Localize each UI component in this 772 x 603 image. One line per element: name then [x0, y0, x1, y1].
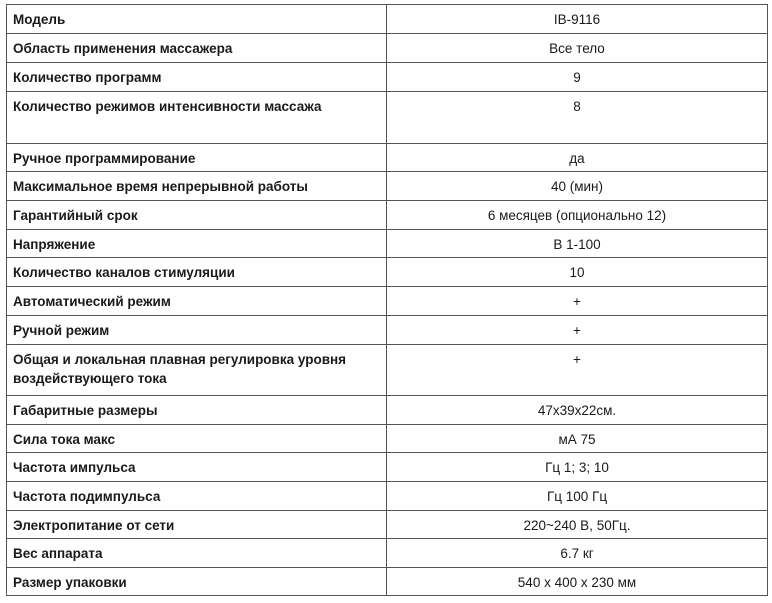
table-row — [7, 425, 768, 453]
spec-value: 40 (мин) — [387, 172, 768, 201]
spec-value: IB-9116 — [387, 5, 768, 34]
table-row — [7, 201, 768, 230]
spec-label: Частота подимпульса — [7, 482, 387, 511]
table-row — [7, 34, 768, 63]
table-row — [7, 287, 768, 316]
spec-value: + — [387, 345, 768, 396]
spec-label: Автоматический режим — [7, 287, 387, 316]
spec-label: Максимальное время непрерывной работы — [7, 172, 387, 201]
spec-label: Ручной режим — [7, 316, 387, 345]
spec-value: Все тело — [387, 34, 768, 63]
spec-value: 220~240 В, 50Гц. — [387, 511, 768, 539]
table-row — [7, 258, 768, 287]
spec-value: Гц 1; 3; 10 — [387, 453, 768, 482]
spec-value: В 1-100 — [387, 230, 768, 258]
table-row — [7, 482, 768, 511]
spec-value: Гц 100 Гц — [387, 482, 768, 511]
spec-value: 10 — [387, 258, 768, 287]
table-row — [7, 230, 768, 258]
table-row — [7, 144, 768, 172]
spec-value: + — [387, 287, 768, 316]
table-row — [7, 345, 768, 396]
spec-label: Гарантийный срок — [7, 201, 387, 230]
spec-label: Количество режимов интенсивности массажа — [7, 92, 387, 144]
spec-value: 6.7 кг — [387, 539, 768, 568]
spec-value: 47x39x22см. — [387, 396, 768, 425]
specifications-table — [6, 4, 768, 596]
spec-value: да — [387, 144, 768, 172]
table-row — [7, 539, 768, 568]
spec-value: 8 — [387, 92, 768, 144]
spec-label: Ручное программирование — [7, 144, 387, 172]
spec-label: Модель — [7, 5, 387, 34]
spec-label: Габаритные размеры — [7, 396, 387, 425]
spec-label: Вес аппарата — [7, 539, 387, 568]
spec-label: Количество каналов стимуляции — [7, 258, 387, 287]
spec-label: Общая и локальная плавная регулировка уровня воздействующего тока — [7, 345, 387, 396]
spec-value: мА 75 — [387, 425, 768, 453]
table-row — [7, 511, 768, 539]
table-row — [7, 396, 768, 425]
table-row — [7, 453, 768, 482]
spec-value: 540 x 400 x 230 мм — [387, 568, 768, 596]
table-row — [7, 5, 768, 34]
table-row — [7, 63, 768, 92]
spec-label: Напряжение — [7, 230, 387, 258]
spec-label: Область применения массажера — [7, 34, 387, 63]
spec-label: Размер упаковки — [7, 568, 387, 596]
spec-label: Электропитание от сети — [7, 511, 387, 539]
spec-value: + — [387, 316, 768, 345]
table-row — [7, 316, 768, 345]
table-row — [7, 92, 768, 144]
table-row — [7, 568, 768, 596]
spec-label: Количество программ — [7, 63, 387, 92]
spec-label: Сила тока макс — [7, 425, 387, 453]
spec-value: 6 месяцев (опционально 12) — [387, 201, 768, 230]
table-row — [7, 172, 768, 201]
spec-label: Частота импульса — [7, 453, 387, 482]
spec-value: 9 — [387, 63, 768, 92]
